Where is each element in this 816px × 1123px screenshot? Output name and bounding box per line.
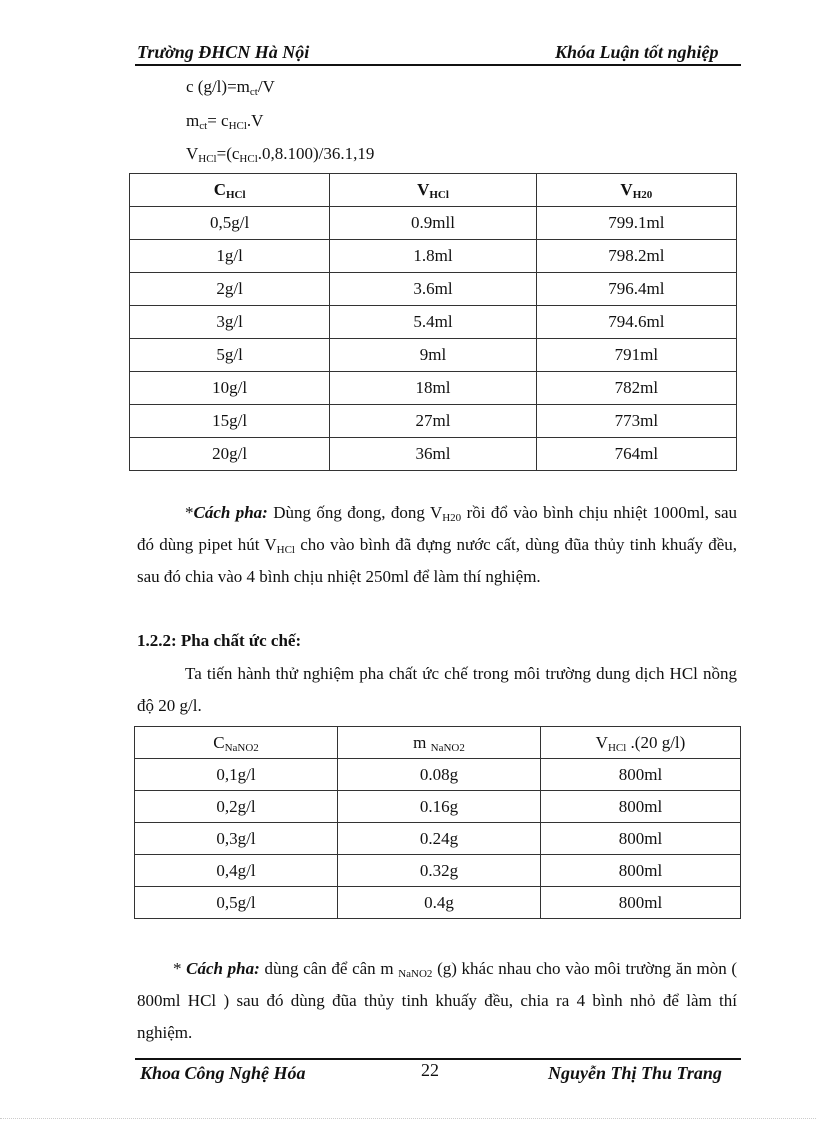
- table-cell: 799.1ml: [536, 207, 736, 240]
- table-cell: 0.16g: [338, 791, 541, 823]
- table-cell: 800ml: [541, 791, 741, 823]
- header-school: Trường ĐHCN Hà Nội: [137, 42, 310, 62]
- table-cell: 791ml: [536, 339, 736, 372]
- table-cell: 0.4g: [338, 887, 541, 919]
- table-row: [130, 306, 737, 339]
- table-row: [135, 855, 741, 887]
- hcl-dilution-table: [129, 173, 737, 471]
- cach-pha-label: Cách pha: [193, 503, 263, 522]
- table-cell: 0,5g/l: [130, 207, 330, 240]
- table-cell: 0.9mll: [330, 207, 536, 240]
- table-cell: 27ml: [330, 405, 536, 438]
- table-cell: 20g/l: [130, 438, 330, 471]
- table-cell: 3.6ml: [330, 273, 536, 306]
- section-heading: 1.2.2: Pha chất ức chế:: [137, 631, 302, 650]
- page-edge: [0, 1118, 816, 1119]
- col-m-nano2: m $_{NaNO2}$: [338, 727, 541, 759]
- header-rule: [135, 64, 741, 66]
- table-cell: 800ml: [541, 759, 741, 791]
- formula-volume: $V_{HCl}=(c_{HCl}.0,8.100)/36.1,19$: [186, 144, 375, 165]
- table-row: [130, 339, 737, 372]
- table-row: [135, 791, 741, 823]
- col-v-h2o: $V_{H20}$: [536, 174, 736, 207]
- table-cell: 3g/l: [130, 306, 330, 339]
- col-v-hcl: $V_{HCl}$: [330, 174, 536, 207]
- table-row: [130, 273, 737, 306]
- page-number: 22: [421, 1060, 439, 1080]
- table-cell: 0,4g/l: [135, 855, 338, 887]
- table-row: [135, 887, 741, 919]
- col-c-nano2: $C_{NaNO2}$: [135, 727, 338, 759]
- table-row: [130, 372, 737, 405]
- formula-mass: $m_{ct}= c_{HCl}.V$: [186, 111, 264, 132]
- table-cell: 773ml: [536, 405, 736, 438]
- table-cell: 0.32g: [338, 855, 541, 887]
- table-cell: 0,5g/l: [135, 887, 338, 919]
- table-header-row: [130, 174, 737, 207]
- table-row: [135, 759, 741, 791]
- table-cell: 800ml: [541, 823, 741, 855]
- table-cell: 1.8ml: [330, 240, 536, 273]
- table-cell: 800ml: [541, 887, 741, 919]
- table-cell: 0.08g: [338, 759, 541, 791]
- table-cell: 0,1g/l: [135, 759, 338, 791]
- formula-concentration: c $(g/l)=m_{ct}/V$: [186, 77, 275, 98]
- table-cell: 794.6ml: [536, 306, 736, 339]
- preparation-paragraph-1: *Cách pha: Dùng ống đong, đong $V_{H20}$ rồi đổ vào bình chịu nhiệt 1000ml, sau đó dùng pipet hút $V_{HCl}$ cho vào bình đã đựng nước cất, dùng đũa thủy tinh khuấy đều, sau đó chia vào 4 bình chịu nhiệt 250ml để làm thí nghiệm.: [137, 503, 737, 586]
- header-thesis: Khóa Luận tốt nghiệp: [555, 42, 719, 62]
- preparation-paragraph-2: * Cách pha: dùng cân để cân m $_{NaNO2}$ (g) khác nhau cho vào môi trường ăn mòn ( 800ml HCl ) sau đó dùng đũa thủy tinh khuấy đều, chia ra 4 bình nhỏ để làm thí nghiệm.: [137, 959, 738, 1042]
- table-cell: 798.2ml: [536, 240, 736, 273]
- table-row: [130, 405, 737, 438]
- table-row: [130, 438, 737, 471]
- table-cell: 10g/l: [130, 372, 330, 405]
- table-cell: 796.4ml: [536, 273, 736, 306]
- table-cell: 18ml: [330, 372, 536, 405]
- table-cell: 1g/l: [130, 240, 330, 273]
- col-c-hcl: $C_{HCl}$: [130, 174, 330, 207]
- table-row: [130, 207, 737, 240]
- footer-author: Nguyễn Thị Thu Trang: [548, 1063, 722, 1083]
- table-cell: 800ml: [541, 855, 741, 887]
- table-cell: 5g/l: [130, 339, 330, 372]
- table-row: [130, 240, 737, 273]
- table-cell: 15g/l: [130, 405, 330, 438]
- table-cell: 9ml: [330, 339, 536, 372]
- cach-pha-label: Cách pha:: [186, 959, 260, 978]
- table-header-row: [135, 727, 741, 759]
- table-cell: 782ml: [536, 372, 736, 405]
- intro-paragraph: Ta tiến hành thử nghiệm pha chất ức chế trong môi trường dung dịch HCl nồng độ 20 g/l.: [137, 664, 737, 715]
- table-row: [135, 823, 741, 855]
- col-v-hcl-20: $V_{HCl}$ .(20 g/l): [541, 727, 741, 759]
- table-cell: 764ml: [536, 438, 736, 471]
- table-cell: 2g/l: [130, 273, 330, 306]
- table-cell: 0,3g/l: [135, 823, 338, 855]
- table-cell: 5.4ml: [330, 306, 536, 339]
- table-cell: 36ml: [330, 438, 536, 471]
- footer-faculty: Khoa Công Nghệ Hóa: [140, 1063, 306, 1083]
- inhibitor-table: [134, 726, 741, 919]
- table-cell: 0.24g: [338, 823, 541, 855]
- table-cell: 0,2g/l: [135, 791, 338, 823]
